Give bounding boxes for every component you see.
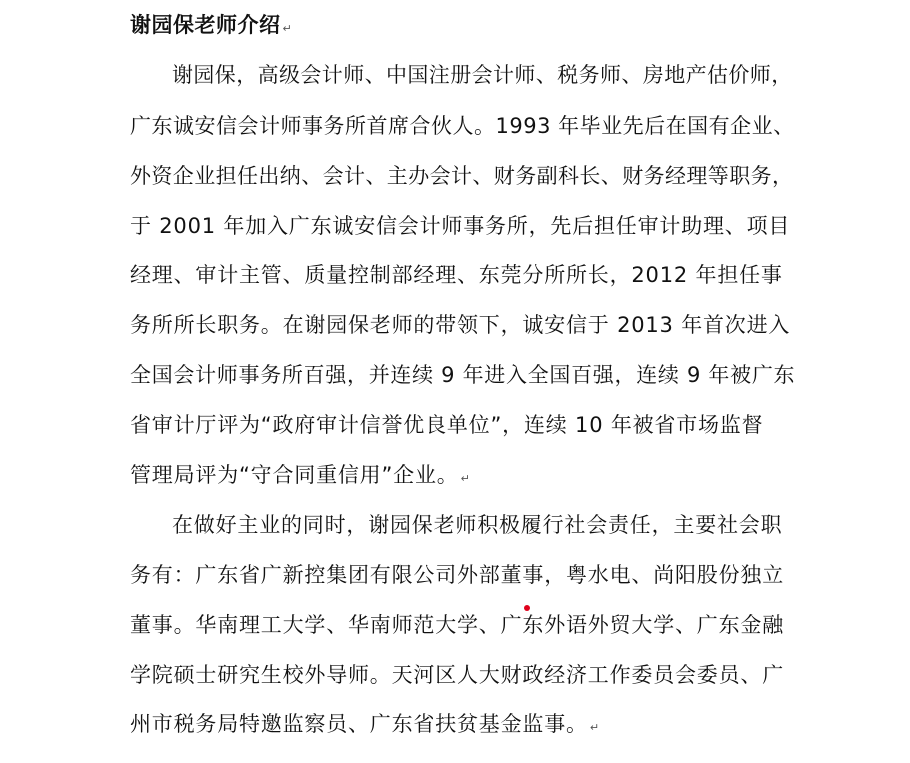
paragraph-mark-icon: ↵ (460, 472, 471, 485)
paragraph-1-line-3: 外资企业担任出纳、会计、主办会计、财务副科长、财务经理等职务， (130, 164, 794, 188)
paragraph-1-line-2: 广东诚安信会计师事务所首席合伙人。1993 年毕业先后在国有企业、 (130, 114, 795, 138)
paragraph-1-line-6: 务所所长职务。在谢园保老师的带领下，诚安信于 2013 年首次进入 (130, 313, 791, 337)
paragraph-1-line-5: 经理、审计主管、质量控制部经理、东莞分所所长，2012 年担任事 (130, 263, 783, 287)
paragraph-mark-icon: ↵ (589, 721, 600, 734)
paragraph-1-line-7: 全国会计师事务所百强，并连续 9 年进入全国百强，连续 9 年被广东 (130, 363, 796, 387)
paragraph-2-line-5: 州市税务局特邀监察员、广东省扶贫基金监事。 ↵ (130, 712, 600, 736)
paragraph-1-line-4: 于 2001 年加入广东诚安信会计师事务所，先后担任审计助理、项目 (130, 214, 791, 238)
paragraph-2-line-2: 务有：广东省广新控集团有限公司外部董事，粤水电、尚阳股份独立 (130, 563, 784, 587)
red-dot-marker-icon (524, 605, 530, 611)
paragraph-1-line-1: 谢园保，高级会计师、中国注册会计师、税务师、房地产估价师， (172, 63, 793, 87)
paragraph-2-line-4: 学院硕士研究生校外导师。天河区人大财政经济工作委员会委员、广 (130, 663, 784, 687)
paragraph-mark-icon: ↵ (282, 22, 293, 35)
document-title: 谢园保老师介绍 ↵ (130, 13, 293, 37)
paragraph-2-line-1: 在做好主业的同时，谢园保老师积极履行社会责任，主要社会职 (172, 513, 783, 537)
paragraph-1-line-8: 省审计厅评为“政府审计信誉优良单位”，连续 10 年被省市场监督 (130, 413, 764, 437)
paragraph-1-line-9: 管理局评为“守合同重信用”企业。 ↵ (130, 463, 471, 487)
paragraph-2-line-3: 董事。华南理工大学、华南师范大学、广东外语外贸大学、广东金融 (130, 613, 784, 637)
